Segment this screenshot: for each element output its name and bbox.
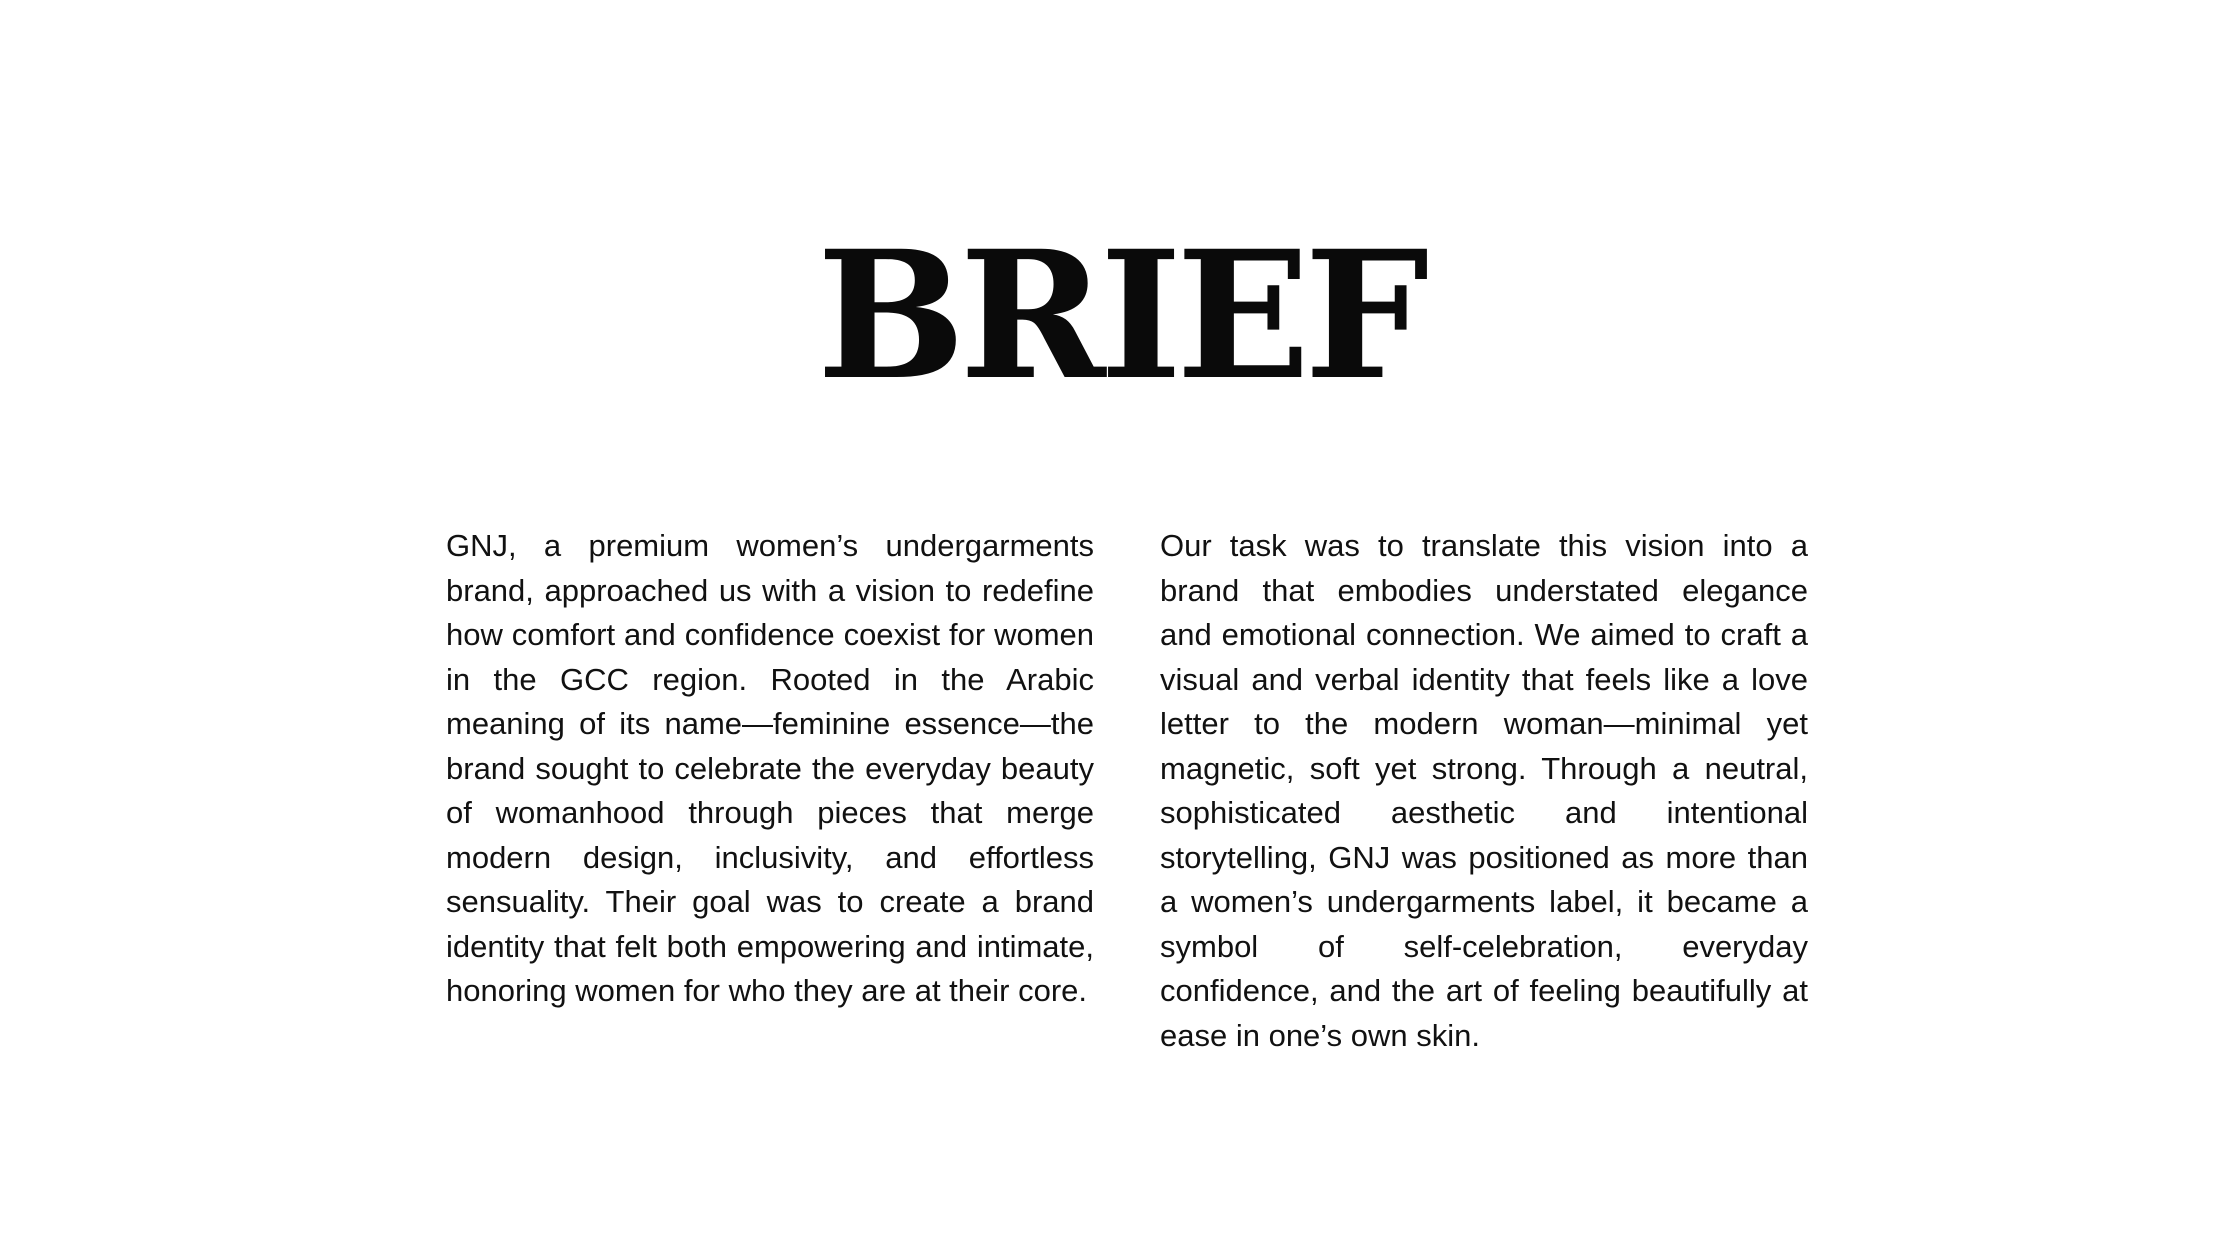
brief-paragraph-left: GNJ, a premium women’s undergarments brand, approached us with a vision to redefine how comfort and confidence coexist for women in the GCC region. Rooted in the Arabic meaning of its name—feminine essence—the brand sought to celebrate the everyday beauty of womanhood through pieces that merge modern design, inclusivity, and effortless sensuality. Their goal was to create a brand identity that felt both empowering and intimate, honoring women for who they are at their core. (446, 528, 1094, 1008)
page-title: BRIEF (816, 212, 1424, 419)
brief-paragraph-right: Our task was to translate this vision into a brand that embodies understated elegance and emotional connection. We aimed to craft a visual and verbal identity that feels like a love letter to the modern woman—minimal yet magnetic, soft yet strong. Through a neutral, sophisticated aesthetic and intentional storytelling, GNJ was positioned as more than a women’s undergarments label, it became a symbol of self-celebration, everyday confidence, and the art of feeling beautifully at ease in one’s own skin. (1160, 528, 1808, 1053)
